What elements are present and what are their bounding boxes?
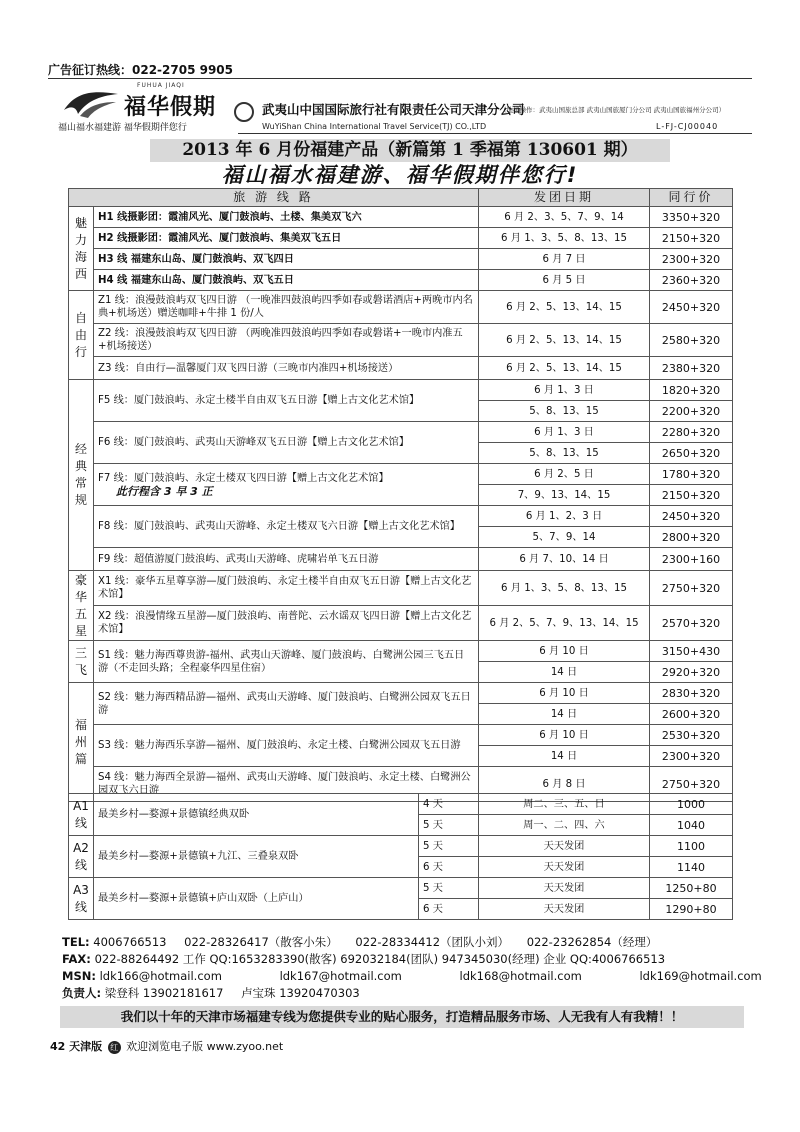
route-cell: Z2 线：浪漫鼓浪屿双飞四日游 （两晚准四鼓浪屿四季如春或磐诺+一晚市内准五+机场接送） — [94, 324, 479, 357]
date-cell: 6 月 7、10、14 日 — [479, 548, 650, 571]
manager-label: 负责人: — [62, 986, 102, 1000]
manager-row — [62, 985, 752, 1002]
price-cell: 2570+320 — [650, 606, 733, 641]
service-banner: 我们以十年的天津市场福建专线为您提供专业的贴心服务，打造精品服务市场、人无我有人有我精！！ — [60, 1006, 744, 1028]
days-cell: 5 天 — [419, 878, 479, 899]
date-cell: 6 月 2、5、13、14、15 — [479, 357, 650, 380]
date-cell: 14 日 — [479, 704, 650, 725]
route-cell: S1 线：魅力海西尊贵游-福州、武夷山天游峰、厦门鼓浪屿、白鹭洲公园三飞五日游（不走回头路；全程豪华四星住宿） — [94, 641, 479, 683]
route-cell: Z1 线：浪漫鼓浪屿双飞四日游 （一晚准四鼓浪屿四季如春或磐诺酒店+两晚市内名典+机场送）赠送咖啡+牛排 1 份/人 — [94, 291, 479, 324]
date-cell: 5、8、13、15 — [479, 443, 650, 464]
msn-address: ldk169@hotmail.com — [639, 969, 762, 983]
page-title: 2013 年 6 月份福建产品（新篇第 1 季福第 130601 期） — [150, 139, 670, 162]
route-cell: H1 线摄影团：霞浦风光、厦门鼓浪屿、土楼、集美双飞六 — [94, 207, 479, 228]
route-cell: 最美乡村—婺源+景德镇+庐山双卧（上庐山） — [94, 878, 419, 920]
price-cell: 2650+320 — [650, 443, 733, 464]
header-rule-top — [48, 78, 752, 79]
msn-address: ldk167@hotmail.com — [279, 969, 402, 983]
price-cell: 2530+320 — [650, 725, 733, 746]
tel-number: 022-28326417（散客小朱） — [184, 935, 338, 949]
date-cell: 天天发团 — [479, 899, 650, 920]
table-row — [69, 683, 733, 704]
category-cell: 魅力海西 — [69, 207, 94, 291]
price-cell: 2750+320 — [650, 767, 733, 802]
route-cell: F5 线：厦门鼓浪屿、永定土楼半自由双飞五日游【赠上古文化艺术馆】 — [94, 380, 479, 422]
price-cell: 3350+320 — [650, 207, 733, 228]
date-cell: 6 月 2、3、5、7、9、14 — [479, 207, 650, 228]
price-cell: 2150+320 — [650, 228, 733, 249]
days-cell: 4 天 — [419, 794, 479, 815]
price-cell: 2920+320 — [650, 662, 733, 683]
header-rule-bottom — [238, 133, 752, 134]
table-row — [69, 548, 733, 571]
tel-row — [62, 934, 752, 951]
product-table — [68, 188, 733, 802]
price-cell: 2300+160 — [650, 548, 733, 571]
table-row — [69, 291, 733, 324]
red-badge-icon: 红 — [108, 1041, 121, 1054]
msn-address: ldk166@hotmail.com — [99, 969, 222, 983]
table-row — [69, 357, 733, 380]
route-cell: 最美乡村—婺源+景德镇+九江、三叠泉双卧 — [94, 836, 419, 878]
fax-label: FAX: — [62, 952, 91, 966]
price-cell: 2150+320 — [650, 485, 733, 506]
msn-address: ldk168@hotmail.com — [459, 969, 582, 983]
page-number: 42 天津版 — [50, 1040, 103, 1053]
tel-number: 022-23262854（经理） — [526, 935, 658, 949]
date-cell: 6 月 2、5、13、14、15 — [479, 324, 650, 357]
table-header-row — [69, 189, 733, 207]
msn-row — [62, 968, 762, 985]
brand-pinyin: FUHUA JIAQI — [137, 82, 185, 89]
table-row — [69, 606, 733, 641]
route-cell: H3 线 福建东山岛、厦门鼓浪屿、双飞四日 — [94, 249, 479, 270]
date-cell: 6 月 2、5、13、14、15 — [479, 291, 650, 324]
ad-hotline: 广告征订热线：022-2705 9905 — [48, 63, 234, 77]
date-cell: 6 月 1、3、5、8、13、15 — [479, 228, 650, 249]
route-note: 此行程含 3 早 3 正 — [116, 484, 213, 498]
price-cell: 2750+320 — [650, 571, 733, 606]
table-row — [69, 207, 733, 228]
date-cell: 6 月 2、5、7、9、13、14、15 — [479, 606, 650, 641]
table-row — [69, 249, 733, 270]
route-cell: S2 线：魅力海西精品游—福州、武夷山天游峰、厦门鼓浪屿、白鹭洲公园双飞五日游 — [94, 683, 479, 725]
route-cell: X1 线：豪华五星尊享游—厦门鼓浪屿、永定土楼半自由双飞五日游【赠上古文化艺术馆】 — [94, 571, 479, 606]
brand-slogan: 福山福水福建游 福华假期伴您行 — [58, 123, 187, 133]
date-cell: 6 月 2、5 日 — [479, 464, 650, 485]
date-cell: 5、7、9、14 — [479, 527, 650, 548]
table-row — [69, 380, 733, 401]
date-cell: 6 月 7 日 — [479, 249, 650, 270]
route-cell: H2 线摄影团：霞浦风光、厦门鼓浪屿、集美双飞五日 — [94, 228, 479, 249]
price-cell: 1250+80 — [650, 878, 733, 899]
price-cell: 2360+320 — [650, 270, 733, 291]
tel-label: TEL: — [62, 935, 90, 949]
price-cell: 1820+320 — [650, 380, 733, 401]
table-row — [69, 641, 733, 662]
days-cell: 6 天 — [419, 857, 479, 878]
route-cell: X2 线：浪漫情缘五星游—厦门鼓浪屿、南普陀、云水谣双飞四日游【赠上古文化艺术馆】 — [94, 606, 479, 641]
table-row — [69, 506, 733, 527]
category-cell: 三飞 — [69, 641, 94, 683]
footer-url[interactable]: www.zyoo.net — [206, 1040, 284, 1053]
date-cell: 6 月 10 日 — [479, 683, 650, 704]
category-cell: 经典常规 — [69, 380, 94, 571]
price-cell: 1290+80 — [650, 899, 733, 920]
date-cell: 5、8、13、15 — [479, 401, 650, 422]
table-row — [69, 836, 733, 857]
table-row — [69, 464, 733, 485]
page-subtitle: 福山福水福建游、福华假期伴您行! — [221, 163, 579, 187]
table-row — [69, 725, 733, 746]
route-cell — [94, 464, 479, 506]
fax-qq-line: 022-88264492 工作 QQ:1653283390(散客) 692032184(团队) 947345030(经理) 企业 QQ:4006766513 — [94, 952, 666, 966]
price-cell: 2450+320 — [650, 291, 733, 324]
date-cell: 周一、二、四、六 — [479, 815, 650, 836]
category-cell: A1 线 — [69, 794, 94, 836]
swallow-logo-icon — [62, 88, 120, 118]
date-cell: 6 月 1、3 日 — [479, 380, 650, 401]
price-cell: 3150+430 — [650, 641, 733, 662]
route-cell: F8 线：厦门鼓浪屿、武夷山天游峰、永定土楼双飞六日游【赠上古文化艺术馆】 — [94, 506, 479, 548]
route-cell: F6 线：厦门鼓浪屿、武夷山天游峰双飞五日游【赠上古文化艺术馆】 — [94, 422, 479, 464]
date-cell: 6 月 1、3、5、8、13、15 — [479, 571, 650, 606]
page-footer — [50, 1038, 283, 1054]
date-cell: 周二、三、五、日 — [479, 794, 650, 815]
price-cell: 2450+320 — [650, 506, 733, 527]
table-row — [69, 422, 733, 443]
contacts-block — [62, 934, 762, 1002]
days-cell: 6 天 — [419, 899, 479, 920]
brand-logo — [58, 82, 227, 134]
date-cell: 6 月 10 日 — [479, 725, 650, 746]
date-cell: 14 日 — [479, 662, 650, 683]
price-cell: 2300+320 — [650, 746, 733, 767]
date-cell: 天天发团 — [479, 836, 650, 857]
date-cell: 7、9、13、14、15 — [479, 485, 650, 506]
company-english-name: WuYiShan China International Travel Service(TJ) CO.,LTD — [262, 122, 487, 131]
tel-number: 4006766513 — [93, 935, 167, 949]
wuyuan-table — [68, 793, 733, 920]
date-cell: 天天发团 — [479, 857, 650, 878]
route-cell: S3 线：魅力海西乐享游—福州、厦门鼓浪屿、永定土楼、白鹭洲公园双飞五日游 — [94, 725, 479, 767]
table-row — [69, 324, 733, 357]
route-cell: F9 线：超值游厦门鼓浪屿、武夷山天游峰、虎啸岩单飞五日游 — [94, 548, 479, 571]
company-emblem-icon — [234, 102, 254, 122]
company-note: （地接操作：武夷山国旅总部 武夷山国旅厦门分公司 武夷山国旅福州分公司） — [500, 106, 726, 114]
document-code: L-FJ-CJ00040 — [656, 122, 719, 131]
price-cell: 1100 — [650, 836, 733, 857]
header-date: 发团日期 — [479, 189, 650, 207]
days-cell: 5 天 — [419, 836, 479, 857]
price-cell: 2380+320 — [650, 357, 733, 380]
header-price: 同行价 — [650, 189, 733, 207]
price-cell: 2200+320 — [650, 401, 733, 422]
tel-number: 022-28334412（团队小刘） — [355, 935, 510, 949]
table-row — [69, 270, 733, 291]
price-cell: 2600+320 — [650, 704, 733, 725]
route-cell: Z3 线：自由行—温馨厦门双飞四日游（三晚市内准四+机场接送） — [94, 357, 479, 380]
manager-contact: 梁登科 13902181617 — [104, 986, 224, 1000]
price-cell: 1780+320 — [650, 464, 733, 485]
date-cell: 14 日 — [479, 746, 650, 767]
header-route: 旅 游 线 路 — [69, 189, 479, 207]
category-cell: A2 线 — [69, 836, 94, 878]
date-cell: 6 月 5 日 — [479, 270, 650, 291]
fax-row — [62, 951, 752, 968]
category-cell: 福州篇 — [69, 683, 94, 802]
footer-text: 欢迎浏览电子版 — [126, 1040, 204, 1053]
price-cell: 1040 — [650, 815, 733, 836]
brand-name: 福华假期 — [124, 95, 217, 120]
price-cell: 2830+320 — [650, 683, 733, 704]
table-row — [69, 228, 733, 249]
price-cell: 1140 — [650, 857, 733, 878]
date-cell: 6 月 1、3 日 — [479, 422, 650, 443]
company-name: 武夷山中国国际旅行社有限责任公司天津分公司 — [262, 102, 525, 117]
price-cell: 2580+320 — [650, 324, 733, 357]
table-row — [69, 878, 733, 899]
price-cell: 2280+320 — [650, 422, 733, 443]
price-cell: 1000 — [650, 794, 733, 815]
price-cell: 2800+320 — [650, 527, 733, 548]
price-cell: 2300+320 — [650, 249, 733, 270]
date-cell: 6 月 8 日 — [479, 767, 650, 802]
table-row — [69, 794, 733, 815]
days-cell: 5 天 — [419, 815, 479, 836]
date-cell: 天天发团 — [479, 878, 650, 899]
route-cell: S4 线：魅力海西全景游—福州、武夷山天游峰、厦门鼓浪屿、永定土楼、白鹭洲公园双飞六日游 — [94, 767, 479, 802]
date-cell: 6 月 10 日 — [479, 641, 650, 662]
date-cell: 6 月 1、2、3 日 — [479, 506, 650, 527]
category-cell: A3 线 — [69, 878, 94, 920]
route-cell: 最美乡村—婺源+景德镇经典双卧 — [94, 794, 419, 836]
category-cell: 自由行 — [69, 291, 94, 380]
route-cell: H4 线 福建东山岛、厦门鼓浪屿、双飞五日 — [94, 270, 479, 291]
msn-label: MSN: — [62, 969, 96, 983]
category-cell: 豪华五星 — [69, 571, 94, 641]
manager-contact: 卢宝珠 13920470303 — [241, 986, 360, 1000]
table-row — [69, 571, 733, 606]
route-text: F7 线：厦门鼓浪屿、永定土楼双飞四日游【赠上古文化艺术馆】 — [98, 472, 389, 484]
